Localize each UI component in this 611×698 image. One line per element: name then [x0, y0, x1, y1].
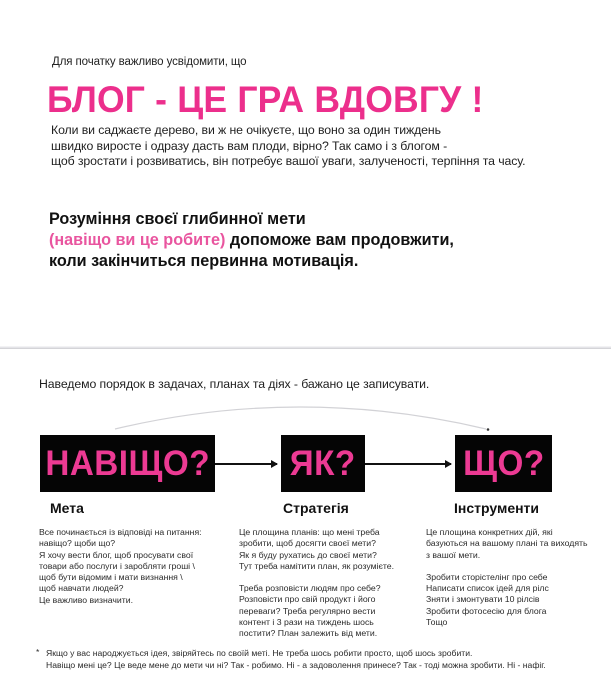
text-line: Треба розповісти людям про себе? — [239, 583, 381, 594]
text-line: Все починається із відповіді на питання: — [39, 527, 202, 537]
footnote-line: Навіщо мені це? Це веде мене до мети чи ні? Так - робимо. Ні - а задоволення принесе? Так - тоді можна зробити. Ні - нафіг. — [46, 659, 546, 670]
text-line: Я хочу вести блог, щоб просувати свої — [39, 549, 194, 560]
arrow-right-icon — [365, 463, 451, 465]
text-line: Зробити сторістелінг про себе — [426, 571, 548, 582]
text-line: товари або послуги і заробляти гроші \ — [39, 560, 195, 571]
text-line: зробити, щоб досягти своєї мети? — [239, 538, 376, 549]
text-line: навіщо? щоби що? — [39, 538, 116, 549]
text-line: переваги? Треба регулярно вести — [239, 605, 376, 616]
paragraph-line: швидко виросте і одразу дасть вам плоди, вірно? Так само і з блогом - — [51, 138, 448, 153]
how-question: ЯК? — [290, 443, 356, 483]
strategy-label: Стратегія — [283, 500, 349, 516]
headline: БЛОГ - ЦЕ ГРА ВДОВГУ ! — [47, 79, 484, 120]
statement-line: коли закінчиться первинна мотивація. — [49, 252, 359, 270]
tools-label: Інструменти — [454, 500, 540, 516]
highlighted-phrase: (навіщо ви це робите) — [49, 231, 226, 249]
text-line: щоб навчати людей? — [39, 583, 124, 594]
what-box — [455, 435, 552, 492]
statement-line: Розуміння своєї глибинної мети — [49, 210, 306, 228]
footnote — [36, 648, 546, 671]
how-box — [281, 435, 365, 492]
goal-description — [39, 527, 202, 606]
section-divider — [0, 346, 611, 349]
text-line: Тощо — [426, 617, 448, 628]
text-line: Це площина планів: що мені треба — [239, 527, 380, 537]
tools-description — [426, 527, 588, 628]
text-line: постити? План залежить від мети. — [239, 628, 378, 639]
goal-label: Мета — [50, 500, 84, 516]
text-line: Написати список ідей для рілс — [426, 583, 549, 594]
footnote-line: Якщо у вас народжується ідея, звіряйтесь по своїй меті. Не треба шось робити просто, щоб шось зробити. — [46, 648, 473, 658]
text-line: Зробити фотосесію для блога — [426, 605, 547, 616]
text-line: Розповісти про свій продукт і його — [239, 594, 376, 605]
text-line: контент і 3 рази на тиждень шось — [239, 617, 374, 628]
why-question: НАВІЩО? — [45, 443, 210, 483]
text-line: Тут треба намітити план, як розумієте. — [239, 560, 395, 571]
arrow-right-icon — [215, 463, 277, 465]
strategy-description — [239, 527, 394, 640]
text-line: з вашої мети. — [426, 549, 481, 560]
tasks-intro: Наведемо порядок в задачах, планах та діях - бажано це записувати. — [39, 377, 430, 391]
statement-line-rest: допоможе вам продовжити, — [225, 231, 454, 249]
text-line: Зняти і змонтувати 10 рілсів — [426, 594, 540, 605]
paragraph-line: щоб зростати і розвиватись, він потребує вашої уваги, залученості, терпіння та часу. — [51, 154, 526, 168]
text-line: базуються на вашому плані та виходять — [426, 538, 588, 549]
text-line: Це важливо визначити. — [39, 594, 134, 605]
paragraph-line: Коли ви саджаєте дерево, ви ж не очікуєте, що воно за один тиждень — [51, 123, 441, 137]
tree-paragraph — [51, 123, 525, 170]
footnote-marker: * — [36, 647, 40, 657]
text-line: Це площина конкретних дій, які — [426, 527, 553, 537]
what-question: ЩО? — [462, 443, 545, 483]
text-line: Як я буду рухатись до своєї мети? — [239, 549, 377, 560]
why-box — [40, 435, 215, 492]
feedback-arc — [0, 395, 611, 440]
statement-line — [49, 230, 454, 251]
deep-goal-statement — [49, 209, 454, 272]
spacer — [426, 561, 588, 572]
text-line: щоб бути відомим і мати визнання \ — [39, 572, 183, 583]
intro-text: Для початку важливо усвідомити, що — [52, 56, 247, 68]
spacer — [239, 572, 394, 583]
